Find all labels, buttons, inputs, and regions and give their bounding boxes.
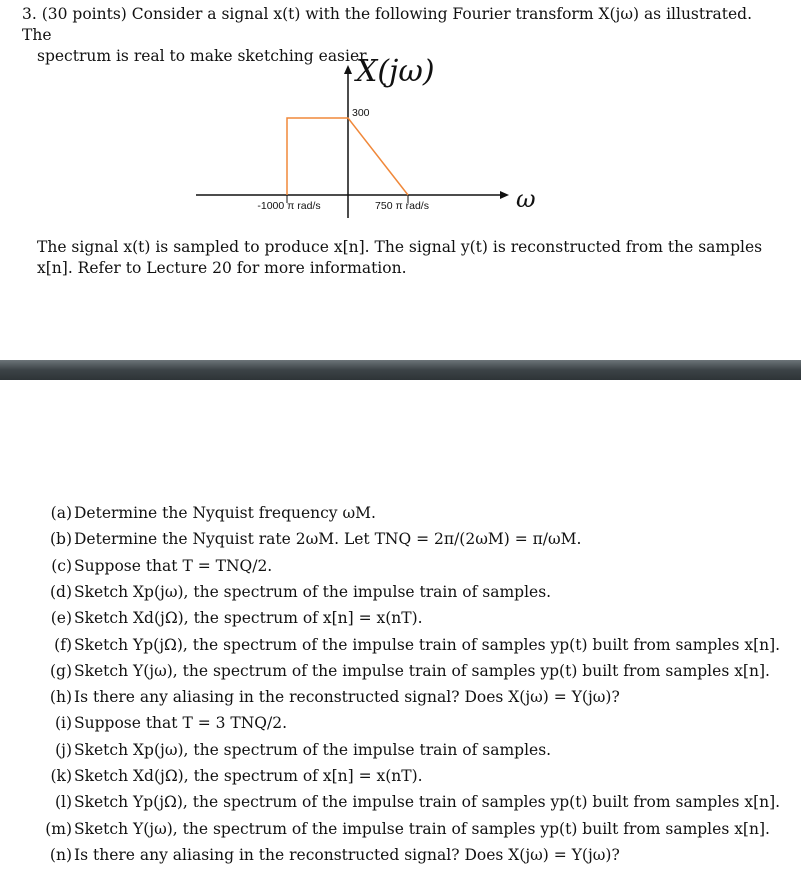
- task-label: (k): [50, 767, 72, 785]
- task-label: (m): [45, 819, 72, 838]
- spectrum-plot: [0, 0, 801, 240]
- task-text: Sketch Yp(jΩ), the spectrum of the impulse train of samples yp(t) built from samples x[n].: [74, 793, 781, 812]
- task-item: [0, 502, 790, 524]
- task-text: Sketch Y(jω), the spectrum of the impulse train of samples yp(t) built from samples x[n].: [74, 819, 770, 838]
- task-item: [0, 818, 790, 840]
- task-text: Sketch Xd(jΩ), the spectrum of x[n] = x(nT).: [74, 609, 423, 628]
- task-item: [0, 581, 790, 603]
- y-axis-arrow: [344, 65, 352, 74]
- peak-label: 300: [352, 107, 370, 119]
- page-divider: [0, 360, 801, 380]
- task-item: [0, 660, 790, 682]
- task-item: [0, 765, 790, 787]
- task-text: Suppose that T = TNQ/2.: [74, 556, 273, 575]
- task-text: Sketch Y(jω), the spectrum of the impulse train of samples yp(t) built from samples x[n].: [74, 661, 770, 680]
- problem-body: [37, 237, 782, 279]
- task-label: (j): [55, 740, 72, 759]
- task-label: (d): [49, 582, 72, 601]
- problem-body-line1: The signal x(t) is sampled to produce x[n]. The signal y(t) is reconstructed from the samples: [37, 238, 763, 256]
- task-text: Sketch Yp(jΩ), the spectrum of the impulse train of samples yp(t) built from samples x[n].: [74, 635, 781, 654]
- problem-body-line2: x[n]. Refer to Lecture 20 for more information.: [37, 259, 407, 277]
- task-text: Is there any aliasing in the reconstructed signal? Does X(jω) = Y(jω)?: [74, 845, 620, 864]
- task-text: Sketch Xp(jω), the spectrum of the impulse train of samples.: [74, 740, 552, 759]
- task-item: [0, 686, 790, 708]
- task-item: [0, 634, 790, 656]
- task-text: Sketch Xp(jω), the spectrum of the impulse train of samples.: [74, 582, 552, 601]
- task-text: Is there any aliasing in the reconstructed signal? Does X(jω) = Y(jω)?: [74, 688, 620, 707]
- task-label: (b): [49, 530, 72, 549]
- task-label: (h): [49, 688, 72, 707]
- problem-heading-cont: spectrum is real to make sketching easier.: [37, 47, 370, 65]
- task-item: [0, 607, 790, 629]
- task-label: (e): [50, 609, 72, 628]
- x-axis-arrow: [500, 191, 509, 199]
- task-label: (c): [51, 556, 72, 575]
- task-label: (i): [54, 714, 72, 733]
- tick-label-right: 750 π rad/s: [375, 200, 429, 212]
- task-label: (n): [49, 845, 72, 864]
- task-label: (f): [54, 635, 72, 654]
- task-item: [0, 791, 790, 813]
- task-text: Determine the Nyquist rate 2ωM. Let TNQ = 2π/(2ωM) = π/ωM.: [74, 530, 582, 549]
- task-text: Sketch Xd(jΩ), the spectrum of x[n] = x(nT).: [74, 767, 423, 785]
- task-label: (g): [49, 661, 72, 680]
- task-text: Suppose that T = 3 TNQ/2.: [74, 714, 288, 733]
- plot-title: X(jω): [356, 54, 435, 89]
- x-axis-label: ω: [516, 185, 536, 213]
- task-item: [0, 712, 790, 734]
- task-text: Determine the Nyquist frequency ωM.: [74, 504, 376, 522]
- tick-label-left: -1000 π rad/s: [257, 200, 321, 212]
- problem-heading: 3. (30 points) Consider a signal x(t) with the following Fourier transform X(jω) as illustrated. The: [22, 5, 753, 44]
- task-item: [0, 528, 790, 550]
- task-item: [0, 555, 790, 577]
- task-item: [0, 739, 790, 761]
- task-label: (a): [50, 504, 72, 522]
- task-item: [0, 844, 790, 866]
- task-label: (l): [54, 793, 72, 812]
